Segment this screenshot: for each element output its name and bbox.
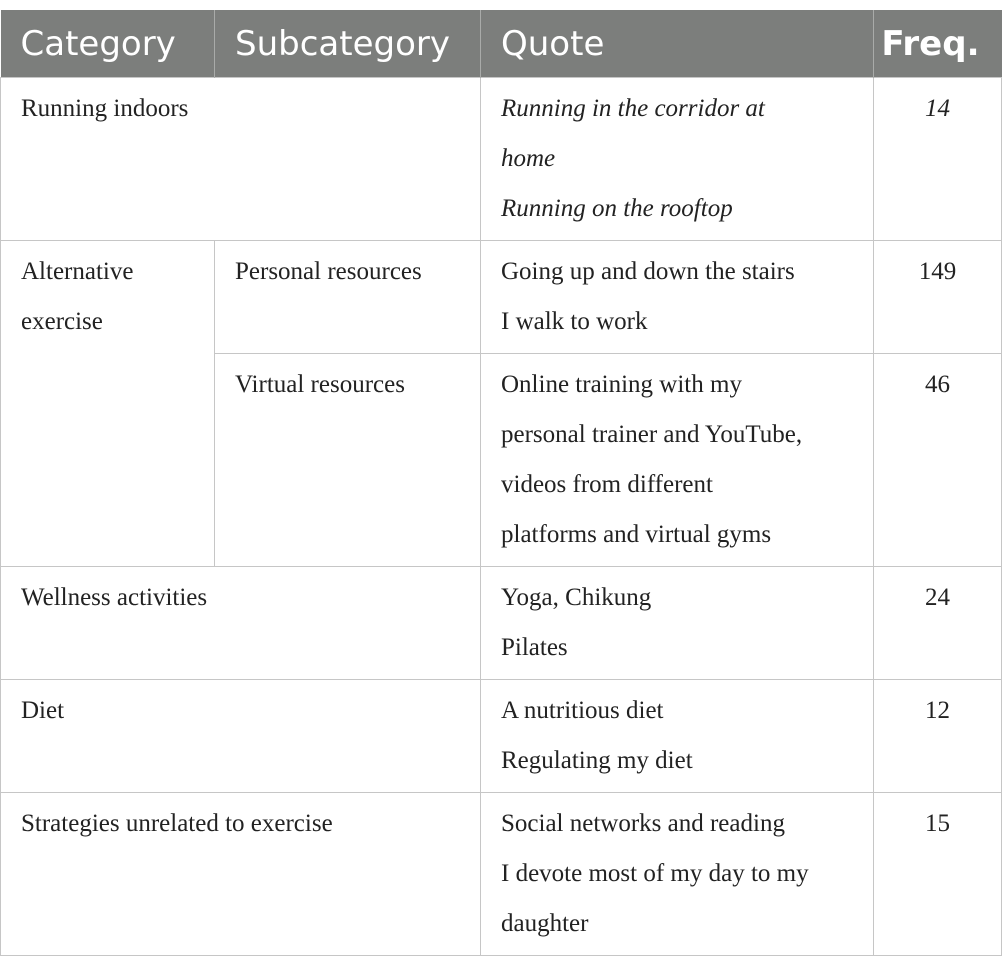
quote-line: I devote most of my day to my xyxy=(501,860,809,887)
quote-line: Running in the corridor at xyxy=(501,95,765,122)
table-header xyxy=(1,10,1002,78)
table-row xyxy=(1,680,1002,793)
strategies-table-container xyxy=(0,10,1002,956)
table-row xyxy=(1,241,1002,354)
quote-line: daughter xyxy=(501,910,589,937)
header-category: Category xyxy=(1,10,215,78)
table-row xyxy=(1,793,1002,956)
quote-line: personal trainer and YouTube, xyxy=(501,421,803,448)
quote-line: Social networks and reading xyxy=(501,810,785,837)
header-quote: Quote xyxy=(481,10,874,78)
quote-line: Running on the rooftop xyxy=(501,195,733,222)
quote-line: Yoga, Chikung xyxy=(501,584,652,611)
category-cell: Strategies unrelated to exercise xyxy=(1,793,481,956)
table-row xyxy=(1,567,1002,680)
quote-line: A nutritious diet xyxy=(501,697,664,724)
quote-line: I walk to work xyxy=(501,308,648,335)
freq-cell: 24 xyxy=(874,567,1002,680)
header-freq: Freq. xyxy=(874,10,1002,78)
quote-cell xyxy=(481,680,874,793)
freq-cell: 15 xyxy=(874,793,1002,956)
quote-cell xyxy=(481,793,874,956)
freq-cell: 149 xyxy=(874,241,1002,354)
category-cell xyxy=(1,241,215,567)
subcategory-cell: Personal resources xyxy=(215,241,481,354)
subcategory-cell: Virtual resources xyxy=(215,354,481,567)
category-line: Alternative xyxy=(21,258,134,285)
category-cell: Running indoors xyxy=(1,78,481,241)
header-subcategory: Subcategory xyxy=(215,10,481,78)
quote-line: platforms and virtual gyms xyxy=(501,521,772,548)
category-cell: Diet xyxy=(1,680,481,793)
quote-line: Regulating my diet xyxy=(501,747,693,774)
quote-cell xyxy=(481,78,874,241)
table-body xyxy=(1,78,1002,956)
quote-line: Pilates xyxy=(501,634,568,661)
strategies-table xyxy=(0,10,1002,956)
quote-cell xyxy=(481,567,874,680)
category-cell: Wellness activities xyxy=(1,567,481,680)
header-row xyxy=(1,10,1002,78)
table-row xyxy=(1,78,1002,241)
freq-cell: 12 xyxy=(874,680,1002,793)
category-line: exercise xyxy=(21,308,103,335)
quote-cell xyxy=(481,241,874,354)
quote-line: videos from different xyxy=(501,471,713,498)
freq-cell: 46 xyxy=(874,354,1002,567)
quote-line: Going up and down the stairs xyxy=(501,258,795,285)
quote-line: Online training with my xyxy=(501,371,742,398)
freq-cell: 14 xyxy=(874,78,1002,241)
quote-line: home xyxy=(501,145,556,172)
quote-cell xyxy=(481,354,874,567)
